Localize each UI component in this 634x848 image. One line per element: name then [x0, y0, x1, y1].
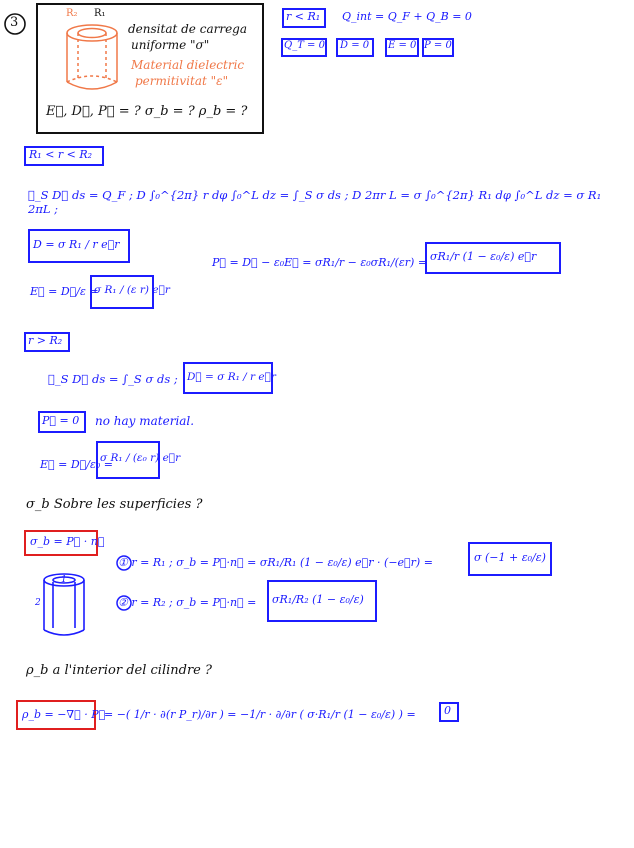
label-r1: R₁ — [94, 8, 106, 19]
region1-gauss: ∮_S D⃗ ds = Q_F ; D ∫₀^{2π} r dφ ∫₀^L dz = ∫_S σ ds ; D 2πr L = σ ∫₀^{2π} R₁ dφ ∫₀^L dz = σ R₁ 2πL ; — [28, 188, 602, 216]
region2-e-equation: E⃗ = D⃗/ε₀ = — [40, 458, 113, 471]
figure-label-2: 2 — [35, 598, 41, 608]
sigma-b-line-1: ① r = R₁ ; σ_b = P⃗·n⃗ = σR₁/R₁ (1 − ε₀/ε) e⃗r · (−e⃗r) = — [118, 556, 433, 569]
region1-p-equation: P⃗ = D⃗ − ε₀E⃗ = σR₁/r − ε₀σR₁/(εr) = — [212, 256, 428, 269]
material-line-1: Material dielectric — [131, 58, 245, 72]
sigma-b-question: σ_b Sobre les superficies ? — [26, 497, 203, 512]
cylinder-sketch — [67, 25, 117, 89]
region1-d-result: D = σ R₁ / r e⃗r — [33, 238, 120, 251]
region2-gauss: ∮_S D⃗ ds = ∫_S σ ds ; — [48, 372, 178, 386]
inner-zero-d: D = 0 — [340, 40, 370, 51]
region2-condition: r > R₂ — [28, 334, 63, 347]
region2-d-result: D⃗ = σ R₁ / r e⃗r — [187, 371, 276, 383]
label-r2: R₂ — [66, 8, 78, 19]
inner-zero-e: E = 0 — [388, 40, 417, 51]
sigma-b-result-1: σ (−1 + ε₀/ε) — [474, 551, 546, 564]
material-line-2: permitivitat "ε" — [135, 74, 229, 88]
region2-p-zero: P⃗ = 0 — [42, 414, 80, 427]
inner-zero-p: P = 0 — [424, 40, 452, 51]
rho-b-result: 0 — [444, 704, 451, 717]
inner-zero-qt: Q_T = 0 — [284, 40, 325, 51]
rho-b-equation: = −( 1/r · ∂(r P_r)/∂r ) = −1/r · ∂/∂r ( σ·R₁/r (1 − ε₀/ε) ) = — [104, 708, 416, 721]
problem-question: E⃗, D⃗, P⃗ = ? σ_b = ? ρ_b = ? — [46, 104, 248, 119]
region1-condition: R₁ < r < R₂ — [29, 148, 93, 161]
inner-qint: Q_int = Q_F + Q_B = 0 — [342, 10, 472, 23]
rho-b-question: ρ_b a l'interior del cilindre ? — [26, 663, 212, 678]
rho-b-definition: ρ_b = −∇⃗ · P⃗ — [22, 708, 106, 721]
sigma-b-result-2: σR₁/R₂ (1 − ε₀/ε) — [272, 593, 364, 606]
region2-no-material: no hay material. — [95, 414, 195, 428]
problem-number: 3 — [10, 15, 19, 30]
region2-e-result: σ R₁ / (ε₀ r) e⃗r — [100, 452, 181, 464]
figure-label-1: 1 — [61, 575, 67, 585]
sigma-b-definition: σ_b = P⃗ · n⃗ — [30, 535, 105, 548]
inner-condition: r < R₁ — [286, 10, 321, 23]
desc-line-1: densitat de carrega — [128, 22, 248, 36]
region1-e-result: σ R₁ / (ε r) e⃗r — [94, 284, 170, 296]
desc-line-2: uniforme "σ" — [131, 38, 210, 52]
region1-p-result: σR₁/r (1 − ε₀/ε) e⃗r — [430, 250, 537, 263]
sigma-b-line-2: ② r = R₂ ; σ_b = P⃗·n⃗ = — [118, 596, 257, 609]
region1-e-equation: E⃗ = D⃗/ε = — [30, 285, 99, 298]
